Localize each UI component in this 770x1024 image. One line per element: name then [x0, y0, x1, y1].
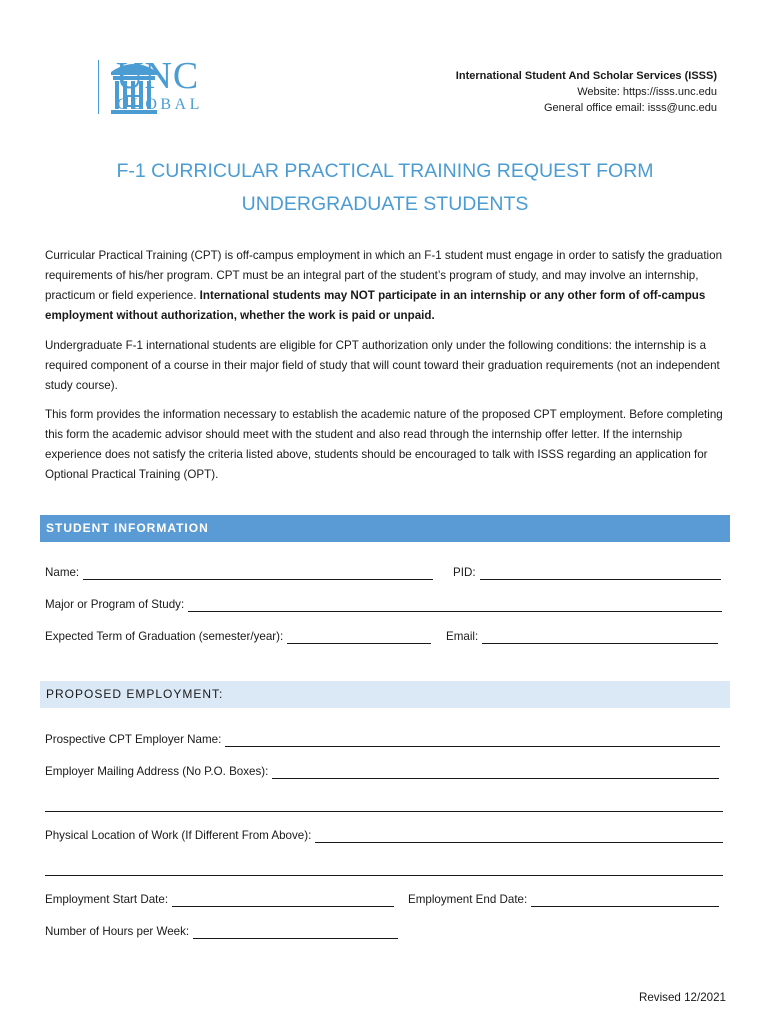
website-text: Website: https://isss.unc.edu [577, 86, 717, 98]
email-field [446, 630, 718, 644]
form-subtitle: UNDERGRADUATE STUDENTS [241, 193, 529, 215]
proposed-employment-heading: PROPOSED EMPLOYMENT: [46, 687, 224, 701]
hours-per-week-field [45, 925, 398, 939]
end-date-label: Employment End Date: [408, 893, 528, 906]
employer-address-input-line[interactable] [272, 766, 719, 779]
name-label: Name: [45, 566, 80, 579]
employer-address-field [45, 765, 719, 779]
revision-date: Revised 12/2021 [638, 991, 726, 1004]
end-date-field [408, 893, 719, 907]
proposed-employment-section-header [40, 681, 730, 708]
email-label: Email: [446, 630, 479, 643]
pid-input-line[interactable] [480, 567, 721, 580]
work-location-field [45, 829, 723, 843]
intro-paragraph-3: This form provides the information necessary to establish the academic nature of the proposed CPT employment. Before completing this form the academic advisor should meet with the student and also read through the internship offer letter. If the internship experience does not satisfy the criteria listed above, students should be encouraged to talk with ISSS regarding an application for Optional Practical Training (OPT). [45, 408, 723, 481]
logo-global-text: GLOBAL [117, 96, 203, 113]
intro-p1-text: Curricular Practical Training (CPT) is off-campus employment in which an F-1 student must engage in order to satisfy the graduation requirements of his/her program. CPT must be an integral part of the student’s program of study, and may involve an internship, practicum or field experience. [45, 249, 723, 302]
major-field [45, 598, 722, 612]
work-location-input-line[interactable] [315, 830, 723, 843]
graduation-term-field [45, 630, 431, 644]
office-email-text: General office email: isss@unc.edu [544, 102, 717, 114]
work-location-line-2[interactable] [45, 874, 723, 876]
org-name: International Student And Scholar Services (ISSS) [455, 70, 717, 82]
employer-name-input-line[interactable] [225, 734, 720, 747]
pid-field [453, 566, 721, 580]
employer-name-label: Prospective CPT Employer Name: [45, 733, 222, 746]
hours-per-week-input-line[interactable] [193, 926, 398, 939]
major-input-line[interactable] [188, 599, 722, 612]
employer-address-label: Employer Mailing Address (No P.O. Boxes): [45, 765, 269, 778]
work-location-label: Physical Location of Work (If Different From Above): [45, 829, 312, 842]
employer-name-field [45, 733, 720, 747]
logo-divider [98, 60, 99, 114]
pid-label: PID: [453, 566, 476, 579]
name-field [45, 566, 433, 580]
name-input-line[interactable] [83, 567, 433, 580]
employer-address-line-2[interactable] [45, 810, 723, 812]
end-date-input-line[interactable] [531, 894, 719, 907]
intro-paragraph-2: Undergraduate F-1 international students are eligible for CPT authorization only under the following conditions: the internship is a required component of a course in their major field of study that will count toward their graduation requirements (not an independent study course). [45, 339, 720, 392]
graduation-term-label: Expected Term of Graduation (semester/year): [45, 630, 284, 643]
major-label: Major or Program of Study: [45, 598, 185, 611]
start-date-field [45, 893, 394, 907]
student-info-heading: STUDENT INFORMATION [46, 521, 209, 535]
start-date-label: Employment Start Date: [45, 893, 169, 906]
hours-per-week-label: Number of Hours per Week: [45, 925, 190, 938]
logo-unc-text: UNC [116, 55, 200, 97]
email-input-line[interactable] [482, 631, 718, 644]
start-date-input-line[interactable] [172, 894, 394, 907]
form-title: F-1 CURRICULAR PRACTICAL TRAINING REQUEST FORM [116, 160, 654, 182]
intro-paragraph-1 [45, 246, 727, 326]
student-info-section-header [40, 515, 730, 542]
header-contact-info [456, 68, 717, 116]
graduation-term-input-line[interactable] [287, 631, 431, 644]
intro-p1-warning: International students may NOT participate in an internship or any other form of off-campus employment without authorization, whether the work is paid or unpaid. [45, 289, 706, 322]
